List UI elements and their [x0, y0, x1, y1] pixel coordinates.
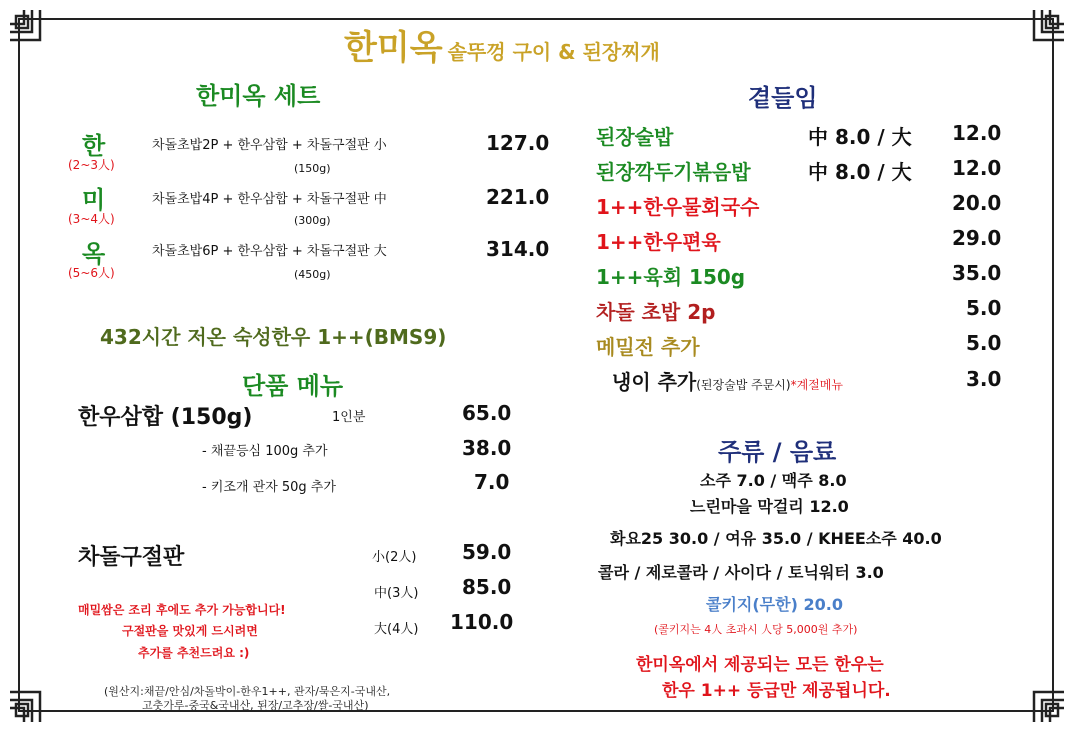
- origin-text: 고춧가루-중국&국내산, 된장/고추장/쌀-국내산): [142, 699, 369, 712]
- drinks-title: 주류 / 음료: [718, 438, 837, 466]
- corner-ornament-icon: [1016, 6, 1068, 58]
- samhap-unit: 1인분: [332, 410, 366, 425]
- promo-text: 매밀쌈은 조리 후에도 추가 가능합니다!: [78, 603, 286, 617]
- samhap-name: 한우삼합 (150g): [78, 405, 253, 430]
- gujeol-price: 59.0: [462, 540, 512, 564]
- gujeol-size: 大(4人): [374, 622, 419, 637]
- side-price: 29.0: [952, 226, 1002, 250]
- set-desc: 차돌초밥4P + 한우삼합 + 차돌구절판 中: [152, 192, 387, 207]
- set-people: (3~4人): [68, 212, 115, 226]
- set-price: 127.0: [486, 131, 550, 155]
- side-price: 12.0: [952, 121, 1002, 145]
- set-people: (2~3人): [68, 158, 115, 172]
- drink-line: 소주 7.0 / 맥주 8.0: [700, 471, 847, 490]
- grade-notice: 한미옥에서 제공되는 모든 한우는: [636, 655, 884, 675]
- set-char: 한: [82, 132, 106, 160]
- gujeol-price: 110.0: [450, 610, 514, 634]
- promo-text: 추가를 추천드려요 :): [138, 646, 250, 660]
- naengi-row: [612, 366, 843, 395]
- side-name: 메밀전 추가: [596, 335, 700, 359]
- samhap-price: 65.0: [462, 401, 512, 425]
- set-grams: (300g): [294, 214, 331, 227]
- drink-line: 콜라 / 제로콜라 / 사이다 / 토닉워터 3.0: [598, 563, 884, 582]
- single-menu-title: 단품 메뉴: [242, 372, 344, 400]
- addon-price: 38.0: [462, 436, 512, 460]
- addon-price: 7.0: [474, 470, 510, 494]
- aging-text: 432시간 저온 숙성한우 1++(BMS9): [100, 325, 447, 349]
- set-price: 221.0: [486, 185, 550, 209]
- subtitle-text: 솥뚜껑 구이 & 된장찌개: [447, 40, 660, 64]
- drink-line: 느린마을 막걸리 12.0: [690, 497, 849, 516]
- corner-ornament-icon: [6, 674, 58, 726]
- set-grams: (450g): [294, 268, 331, 281]
- set-section-title: 한미옥 세트: [196, 82, 321, 110]
- side-price: 35.0: [952, 261, 1002, 285]
- naengi-note: (된장술밥 주문시): [696, 378, 791, 392]
- side-name: 1++한우물회국수: [596, 195, 760, 219]
- gujeol-size: 中(3人): [374, 586, 419, 601]
- side-name: 1++한우편육: [596, 230, 721, 254]
- grade-notice: 한우 1++ 등급만 제공됩니다.: [662, 681, 891, 701]
- side-name: 차돌 초밥 2p: [596, 300, 716, 324]
- corner-ornament-icon: [1016, 674, 1068, 726]
- set-desc: 차돌초밥6P + 한우삼합 + 차돌구절판 大: [152, 244, 387, 259]
- drink-line: 화요25 30.0 / 여유 35.0 / KHEE소주 40.0: [610, 529, 942, 548]
- corkage-text: 콜키지(무한) 20.0: [706, 595, 843, 614]
- title-text: 한미옥: [344, 28, 443, 68]
- side-price: 20.0: [952, 191, 1002, 215]
- gujeol-size: 小(2人): [372, 550, 417, 565]
- side-name: 된장술밥: [596, 125, 674, 149]
- corkage-note: (콜키지는 4人 초과시 人당 5,000원 추가): [654, 623, 858, 636]
- corner-ornament-icon: [6, 6, 58, 58]
- side-size: 中 8.0 / 大: [808, 160, 912, 184]
- set-people: (5~6人): [68, 266, 115, 280]
- addon-name: - 키조개 관자 50g 추가: [202, 480, 336, 495]
- promo-text: 구절판을 맛있게 드시려면: [122, 624, 258, 638]
- side-name: 된장깍두기볶음밥: [596, 160, 751, 184]
- side-size: 中 8.0 / 大: [808, 125, 912, 149]
- set-price: 314.0: [486, 237, 550, 261]
- set-char: 미: [82, 186, 106, 214]
- sides-title: 곁들임: [748, 84, 818, 112]
- set-char: 옥: [82, 240, 106, 268]
- addon-name: - 채끝등심 100g 추가: [202, 444, 328, 459]
- side-price: 5.0: [966, 331, 1002, 355]
- origin-text: (원산지:채끝/안심/차돌박이-한우1++, 관자/묵은지-국내산,: [104, 685, 391, 698]
- side-price: 12.0: [952, 156, 1002, 180]
- gujeol-price: 85.0: [462, 575, 512, 599]
- side-name: 1++육회 150g: [596, 265, 746, 289]
- seasonal-badge: *계절메뉴: [790, 378, 843, 392]
- gujeol-name: 차돌구절판: [78, 545, 185, 570]
- naengi-name: 냉이 추가: [612, 370, 697, 394]
- restaurant-title: [344, 20, 660, 69]
- set-grams: (150g): [294, 162, 331, 175]
- side-price: 5.0: [966, 296, 1002, 320]
- naengi-price: 3.0: [966, 367, 1002, 391]
- set-desc: 차돌초밥2P + 한우삼합 + 차돌구절판 小: [152, 138, 387, 153]
